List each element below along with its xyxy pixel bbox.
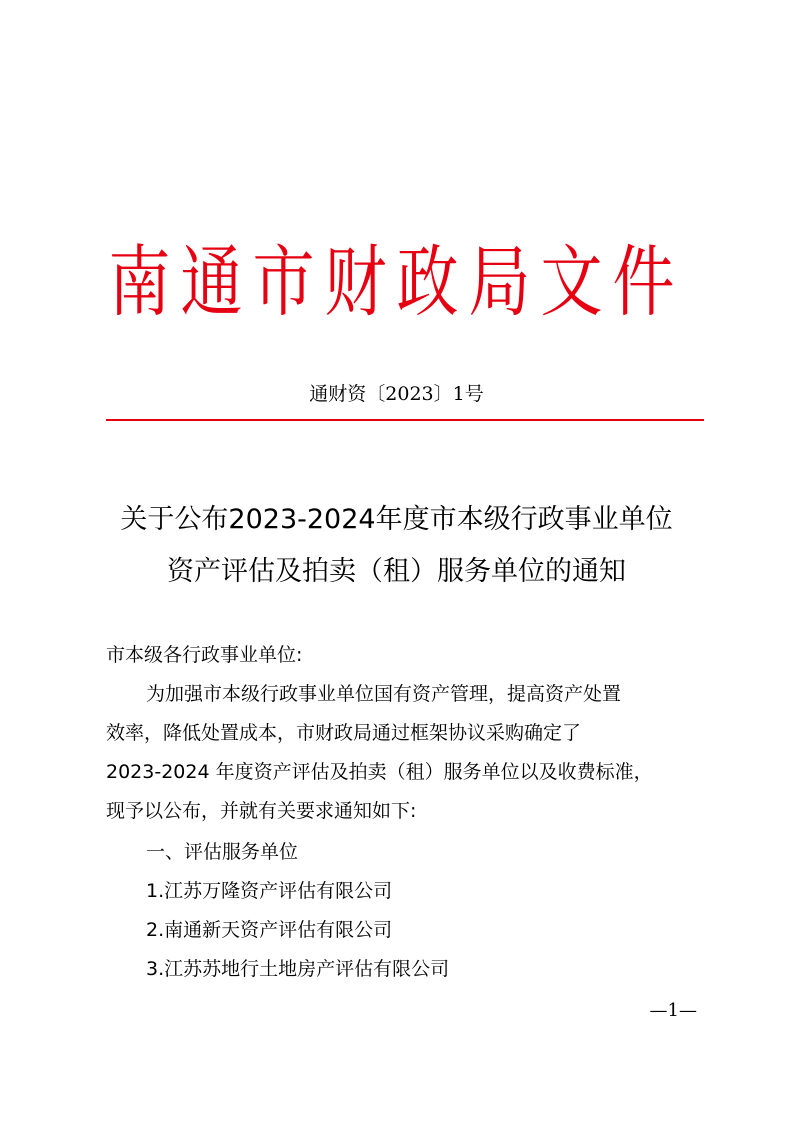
section-heading: 一、评估服务单位 <box>146 841 299 863</box>
list-item: 3.江苏苏地行土地房产评估有限公司 <box>146 958 450 980</box>
red-divider-line <box>106 419 704 421</box>
paragraph-line: 为加强市本级行政事业单位国有资产管理，提高资产处置 <box>146 683 622 705</box>
page-number: —1— <box>649 1000 697 1021</box>
list-item: 1.江苏万隆资产评估有限公司 <box>146 880 393 902</box>
list-item: 2.南通新天资产评估有限公司 <box>146 919 393 941</box>
paragraph-line: 2023-2024 年度资产评估及拍卖（租）服务单位以及收费标准， <box>106 761 653 783</box>
document-title-line-1: 关于公布2023-2024年度市本级行政事业单位 <box>120 504 673 535</box>
salutation: 市本级各行政事业单位: <box>106 644 303 666</box>
document-masthead: 南通市财政局文件 <box>108 235 685 327</box>
paragraph-line: 效率，降低处置成本，市财政局通过框架协议采购确定了 <box>106 722 582 744</box>
document-title-line-2: 资产评估及拍卖（租）服务单位的通知 <box>167 556 626 587</box>
document-number: 通财资〔2023〕1号 <box>309 383 484 405</box>
paragraph-line: 现予以公布，并就有关要求通知如下: <box>106 800 417 822</box>
